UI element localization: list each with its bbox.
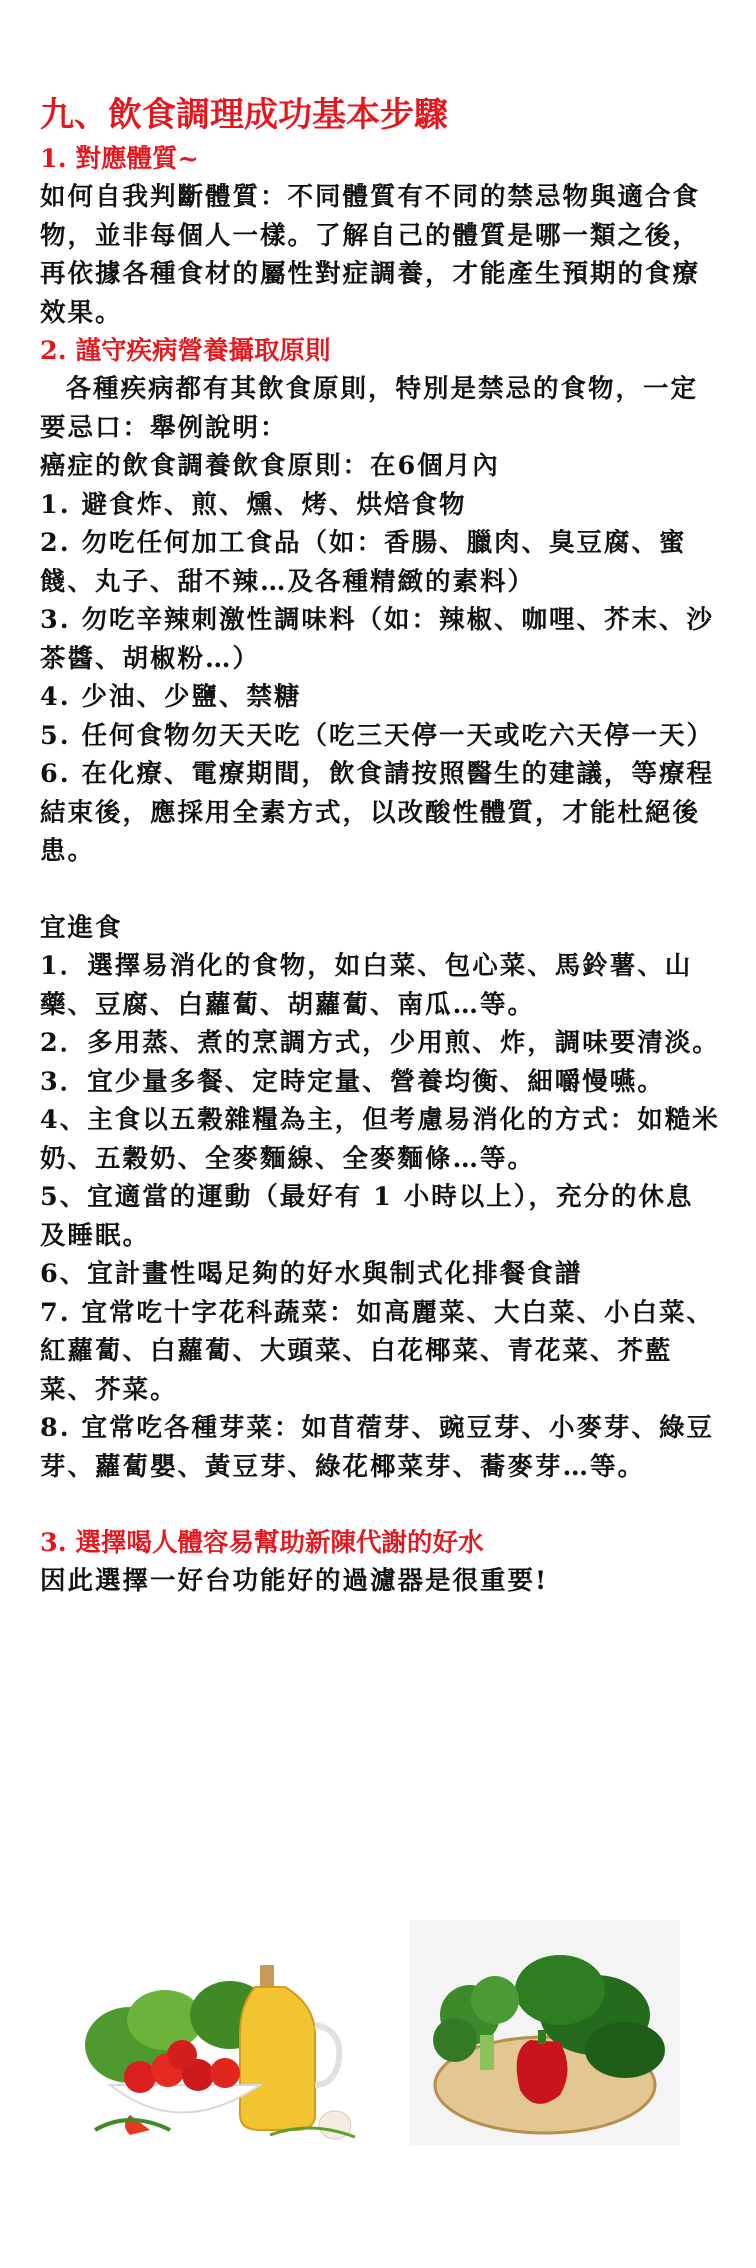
spacer xyxy=(40,1486,720,1524)
document-body xyxy=(40,90,720,1601)
paragraph: 如何自我判斷體質：不同體質有不同的禁忌物與適合食物，並非每個人一樣。了解自己的體質是哪一類之後，再依據各種食材的屬性對症調養，才能產生預期的食療效果。 xyxy=(40,182,701,328)
list-item: 8. 宜常吃各種芽菜：如苜蓿芽、豌豆芽、小麥芽、綠豆芽、蘿蔔嬰、黃豆芽、綠花椰菜芽、蕎麥芽…等。 xyxy=(40,1413,714,1482)
paragraph: 癌症的飲食調養飲食原則：在6個月內 xyxy=(40,451,500,481)
list-item: 6. 在化療、電療期間，飲食請按照醫生的建議，等療程結束後，應採用全素方式，以改酸性體質，才能杜絕後患。 xyxy=(40,759,714,866)
list-item: 1．選擇易消化的食物，如白菜、包心菜、馬鈴薯、山藥、豆腐、白蘿蔔、胡蘿蔔、南瓜…等。 xyxy=(40,951,693,1020)
vegetable-basket-photo xyxy=(410,1920,680,2145)
section-heading-recommended: 宜進食 xyxy=(40,912,123,943)
list-item: 4、主食以五穀雜糧為主，但考慮易消化的方式：如糙米奶、五穀奶、全麥麵線、全麥麵條…等。 xyxy=(40,1105,720,1174)
spacer xyxy=(40,871,720,909)
paragraph: 因此選擇一好台功能好的過濾器是很重要! xyxy=(40,1566,549,1596)
list-item: 3. 勿吃辛辣刺激性調味料（如：辣椒、咖哩、芥末、沙茶醬、胡椒粉…） xyxy=(40,605,714,674)
list-item: 1. 避食炸、煎、燻、烤、烘焙食物 xyxy=(40,489,467,520)
list-item: 7. 宜常吃十字花科蔬菜：如高麗菜、大白菜、小白菜、紅蘿蔔、白蘿蔔、大頭菜、白花椰菜、青花菜、芥藍菜、芥菜。 xyxy=(40,1297,714,1405)
food-images xyxy=(70,1915,700,2150)
section-heading-good-water: 3. 選擇喝人體容易幫助新陳代謝的好水 xyxy=(40,1528,484,1558)
list-item: 2．多用蒸、煮的烹調方式，少用煎、炸，調味要清淡。 xyxy=(40,1028,720,1058)
list-item: 5、宜適當的運動（最好有 1 小時以上），充分的休息及睡眠。 xyxy=(40,1182,694,1251)
page-title: 九、飲食調理成功基本步驟 xyxy=(40,95,448,135)
section-heading-body-type: 1. 對應體質~ xyxy=(40,144,199,174)
list-item: 4. 少油、少鹽、禁糖 xyxy=(40,682,302,712)
vegetables-oil-photo xyxy=(70,1925,390,2150)
section-heading-disease-nutrition: 2. 謹守疾病營養攝取原則 xyxy=(40,336,331,366)
list-item: 3．宜少量多餐、定時定量、營養均衡、細嚼慢嚥。 xyxy=(40,1066,665,1097)
list-item: 6、宜計畫性喝足夠的好水與制式化排餐食譜 xyxy=(40,1259,583,1289)
paragraph: 各種疾病都有其飲食原則，特別是禁忌的食物，一定要忌口：舉例說明： xyxy=(40,374,699,443)
list-item: 5. 任何食物勿天天吃（吃三天停一天或吃六天停一天） xyxy=(40,720,714,751)
list-item: 2. 勿吃任何加工食品（如：香腸、臘肉、臭豆腐、蜜餞、丸子、甜不辣…及各種精緻的素料） xyxy=(40,528,687,597)
